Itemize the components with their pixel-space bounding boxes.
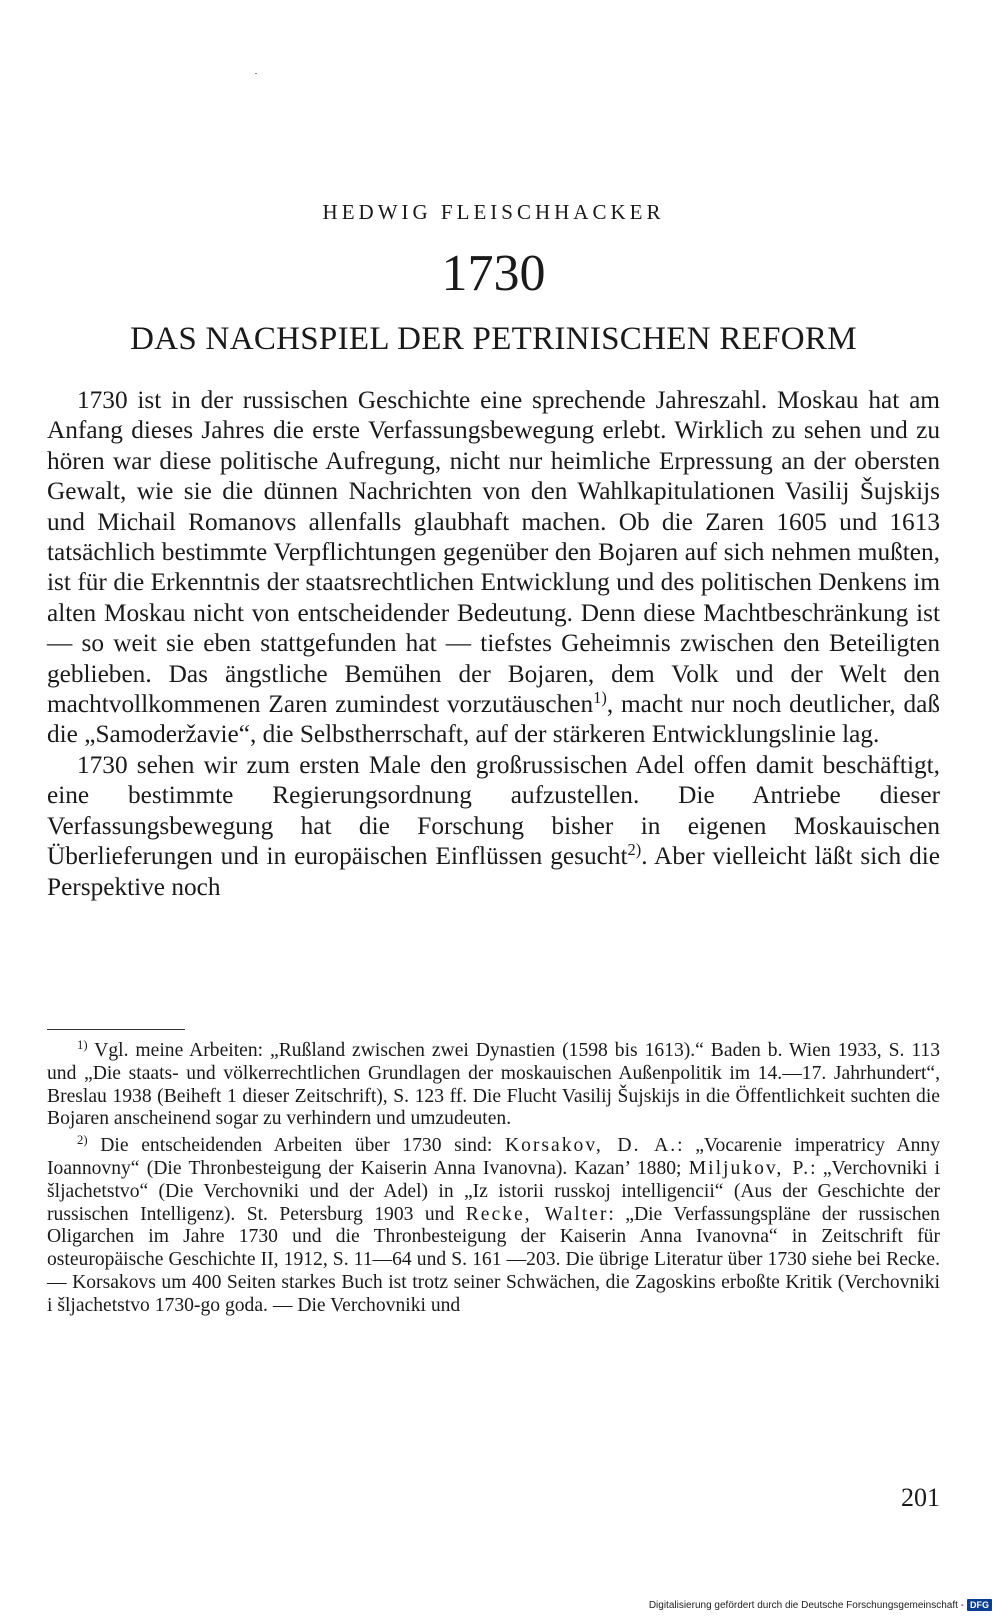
paragraph-2-text-b: . Aber vielleicht läßt sich die Perspektive noch — [47, 842, 941, 901]
author-korsakov: Korsakov, D. A. — [504, 1135, 678, 1157]
paragraph-1 — [47, 385, 940, 750]
footnote-2-text-d: : „Die Verfassungspläne der russischen Oligarchen im Jahre 1730 und die Thronbesteigung der Kaiserin Anna Ivanovna“ in Zeitschrift für osteuropäische Geschichte II, 1912, S. 11—64 und S. 161 —203. Die übrige Literatur über 1730 siehe bei Recke. — Korsakovs um 400 Seiten starkes Buch ist trotz seiner Schwächen, die Zagoskins erboßte Kritik (Verchovniki i šljachetstvo 1730-go goda. — Die Verchovniki und — [47, 1203, 940, 1316]
footnote-2-text-b: : „Vocarenie imperatricy Anny Ioannovny“ (Die Thronbesteigung der Kaiserin Anna Ivanovna). Kazan’ 1880; — [47, 1135, 941, 1179]
paragraph-1-text-b: , macht nur noch deutlicher, daß die „Samoderžavie“, die Selbstherrschaft, auf der stärkeren Entwicklungslinie lag. — [47, 690, 940, 749]
footer-text: Digitalisierung gefördert durch die Deutsche Forschungsgemeinschaft - — [648, 1599, 964, 1611]
document-page — [47, 0, 940, 1618]
footnote-2-text-c: : „Verchovniki i šljachetstvo“ (Die Verchovniki und der Adel) in „Iz istorii russkoj intelligencii“ (Aus der Geschichte der russischen Intelligenz). St. Petersburg 1903 und — [47, 1157, 941, 1225]
footnote-1-text: Vgl. meine Arbeiten: „Rußland zwischen zwei Dynastien (1598 bis 1613).“ Baden b. Wien 1933, S. 113 und „Die staats- und völkerrechtlichen Grundlagen der moskauischen Außenpolitik im 14.—17. Jahrhundert“, Breslau 1938 (Beiheft 1 dieser Zeitschrift), S. 123 ff. Die Flucht Vasilij Šujskijs in die Öffentlichkeit suchten die Bojaren anscheinend sogar zu verhindern und umzudeuten. — [47, 1040, 940, 1130]
footnote-ref-1: 1) — [593, 688, 607, 708]
body-text — [47, 385, 940, 902]
footnote-2 — [47, 1135, 940, 1317]
paragraph-1-text-a: 1730 ist in der russischen Geschichte eine sprechende Jahreszahl. Moskau hat am Anfang dieses Jahres die erste Verfassungsbewegung erlebt. Wirklich zu sehen und zu hören war diese politische Aufregung, nicht nur heimliche Erpressung an der obersten Gewalt, wie sie die dünnen Nachrichten von den Wahlkapitulationen Vasilij Šujskijs und Michail Romanovs allenfalls glaubhaft machen. Ob die Zaren 1605 und 1613 tatsächlich bestimmte Verpflichtungen gegenüber den Bojaren auf sich nehmen mußten, ist für die Erkenntnis der staatsrechtlichen Entwicklung und des politischen Denkens im alten Moskau nicht von entscheidender Bedeutung. Denn diese Machtbeschränkung ist — so weit sie eben stattgefunden hat — tiefstes Geheimnis zwischen den Beteiligten geblieben. Das ängstliche Bemühen der Bojaren, dem Volk und der Welt den machtvollkommenen Zaren zumindest vorzutäuschen — [47, 386, 940, 719]
article-year: 1730 — [441, 245, 546, 302]
paragraph-2-text-a: 1730 sehen wir zum ersten Male den großrussischen Adel offen damit beschäftigt, eine bestimmte Regierungsordnung aufzustellen. Die Antriebe dieser Verfassungsbewegung hat die Forschung bisher in eigenen Moskauischen Überlieferungen und in europäischen Einflüssen gesucht — [47, 750, 940, 871]
digitization-footer — [649, 1599, 992, 1611]
footnotes — [47, 1040, 940, 1318]
footnote-2-mark: 2) — [77, 1133, 88, 1148]
footnote-1 — [47, 1040, 940, 1131]
author-recke: Recke, Walter — [465, 1203, 609, 1225]
footnote-2-text-a: Die entscheidenden Arbeiten über 1730 sind: — [87, 1135, 505, 1157]
footnote-separator — [47, 1029, 185, 1030]
article-title: DAS NACHSPIEL DER PETRINISCHEN REFORM — [130, 321, 857, 357]
footnote-ref-2: 2) — [627, 840, 642, 860]
dfg-logo-icon: DFG — [967, 1599, 992, 1611]
author-miljukov: Miljukov, P. — [688, 1157, 811, 1179]
author-name: HEDWIG FLEISCHHACKER — [322, 200, 665, 224]
paragraph-2 — [47, 750, 940, 902]
page-number: 201 — [901, 1483, 940, 1512]
footnote-1-mark: 1) — [77, 1038, 88, 1052]
